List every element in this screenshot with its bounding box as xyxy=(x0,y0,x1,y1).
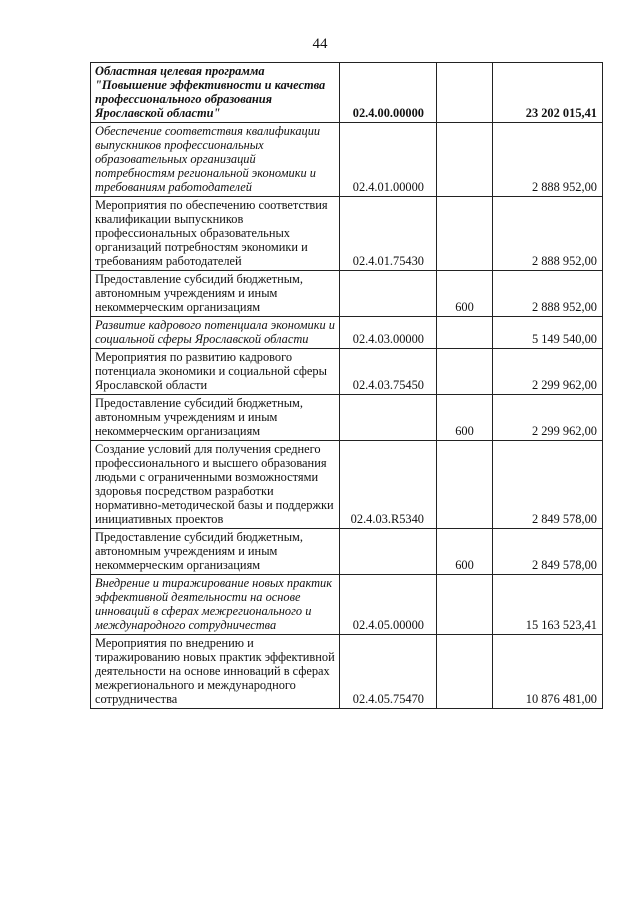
row-sum: 15 163 523,41 xyxy=(493,575,603,635)
row-name: Предоставление субсидий бюджетным, автономным учреждениям и иным некоммерческим организациям xyxy=(91,529,340,575)
row-code xyxy=(340,271,437,317)
row-sum: 2 299 962,00 xyxy=(493,395,603,441)
table-row xyxy=(91,441,603,529)
row-name: Областная целевая программа "Повышение эффективности и качества профессионального образования Ярославской области" xyxy=(91,63,340,123)
row-expense-type xyxy=(437,349,493,395)
row-expense-type: 600 xyxy=(437,271,493,317)
row-name: Предоставление субсидий бюджетным, автономным учреждениям и иным некоммерческим организациям xyxy=(91,271,340,317)
row-code: 02.4.01.00000 xyxy=(340,123,437,197)
row-name: Создание условий для получения среднего профессионального и высшего образования людьми с ограниченными возможностями здоровья посредством разработки нормативно-методической базы и поддержки инициативных проектов xyxy=(91,441,340,529)
page-number: 44 xyxy=(312,36,328,52)
table-row xyxy=(91,349,603,395)
row-sum: 2 299 962,00 xyxy=(493,349,603,395)
row-code xyxy=(340,395,437,441)
row-code: 02.4.03.75450 xyxy=(340,349,437,395)
row-expense-type xyxy=(437,123,493,197)
row-code: 02.4.05.75470 xyxy=(340,635,437,709)
table-row xyxy=(91,271,603,317)
row-sum: 2 849 578,00 xyxy=(493,529,603,575)
row-sum: 2 888 952,00 xyxy=(493,123,603,197)
row-expense-type xyxy=(437,197,493,271)
row-name: Развитие кадрового потенциала экономики и социальной сферы Ярославской области xyxy=(91,317,340,349)
row-sum: 2 888 952,00 xyxy=(493,197,603,271)
row-expense-type xyxy=(437,575,493,635)
budget-table xyxy=(90,62,603,709)
row-expense-type xyxy=(437,63,493,123)
row-expense-type xyxy=(437,635,493,709)
row-expense-type: 600 xyxy=(437,529,493,575)
row-sum: 2 888 952,00 xyxy=(493,271,603,317)
row-name: Мероприятия по обеспечению соответствия квалификации выпускников профессиональных образовательных организаций потребностям экономики и требованиям работодателей xyxy=(91,197,340,271)
table-row xyxy=(91,317,603,349)
row-name: Предоставление субсидий бюджетным, автономным учреждениям и иным некоммерческим организациям xyxy=(91,395,340,441)
row-expense-type xyxy=(437,317,493,349)
row-name: Внедрение и тиражирование новых практик эффективной деятельности на основе инноваций в сферах межрегионального и международного сотрудничества xyxy=(91,575,340,635)
row-code: 02.4.03.R5340 xyxy=(340,441,437,529)
row-expense-type xyxy=(437,441,493,529)
row-name: Мероприятия по внедрению и тиражированию новых практик эффективной деятельности на основе инноваций в сферах межрегионального и международного сотрудничества xyxy=(91,635,340,709)
row-name: Мероприятия по развитию кадрового потенциала экономики и социальной сферы Ярославской области xyxy=(91,349,340,395)
row-expense-type: 600 xyxy=(437,395,493,441)
table-row xyxy=(91,63,603,123)
row-code: 02.4.00.00000 xyxy=(340,63,437,123)
table-row xyxy=(91,123,603,197)
row-sum: 23 202 015,41 xyxy=(493,63,603,123)
row-sum: 2 849 578,00 xyxy=(493,441,603,529)
row-sum: 5 149 540,00 xyxy=(493,317,603,349)
row-code: 02.4.01.75430 xyxy=(340,197,437,271)
row-code: 02.4.03.00000 xyxy=(340,317,437,349)
table-row xyxy=(91,529,603,575)
row-name: Обеспечение соответствия квалификации выпускников профессиональных образовательных организаций потребностям региональной экономики и требованиям работодателей xyxy=(91,123,340,197)
table-row xyxy=(91,197,603,271)
row-code: 02.4.05.00000 xyxy=(340,575,437,635)
row-code xyxy=(340,529,437,575)
table-row xyxy=(91,575,603,635)
row-sum: 10 876 481,00 xyxy=(493,635,603,709)
table-row xyxy=(91,635,603,709)
table-row xyxy=(91,395,603,441)
